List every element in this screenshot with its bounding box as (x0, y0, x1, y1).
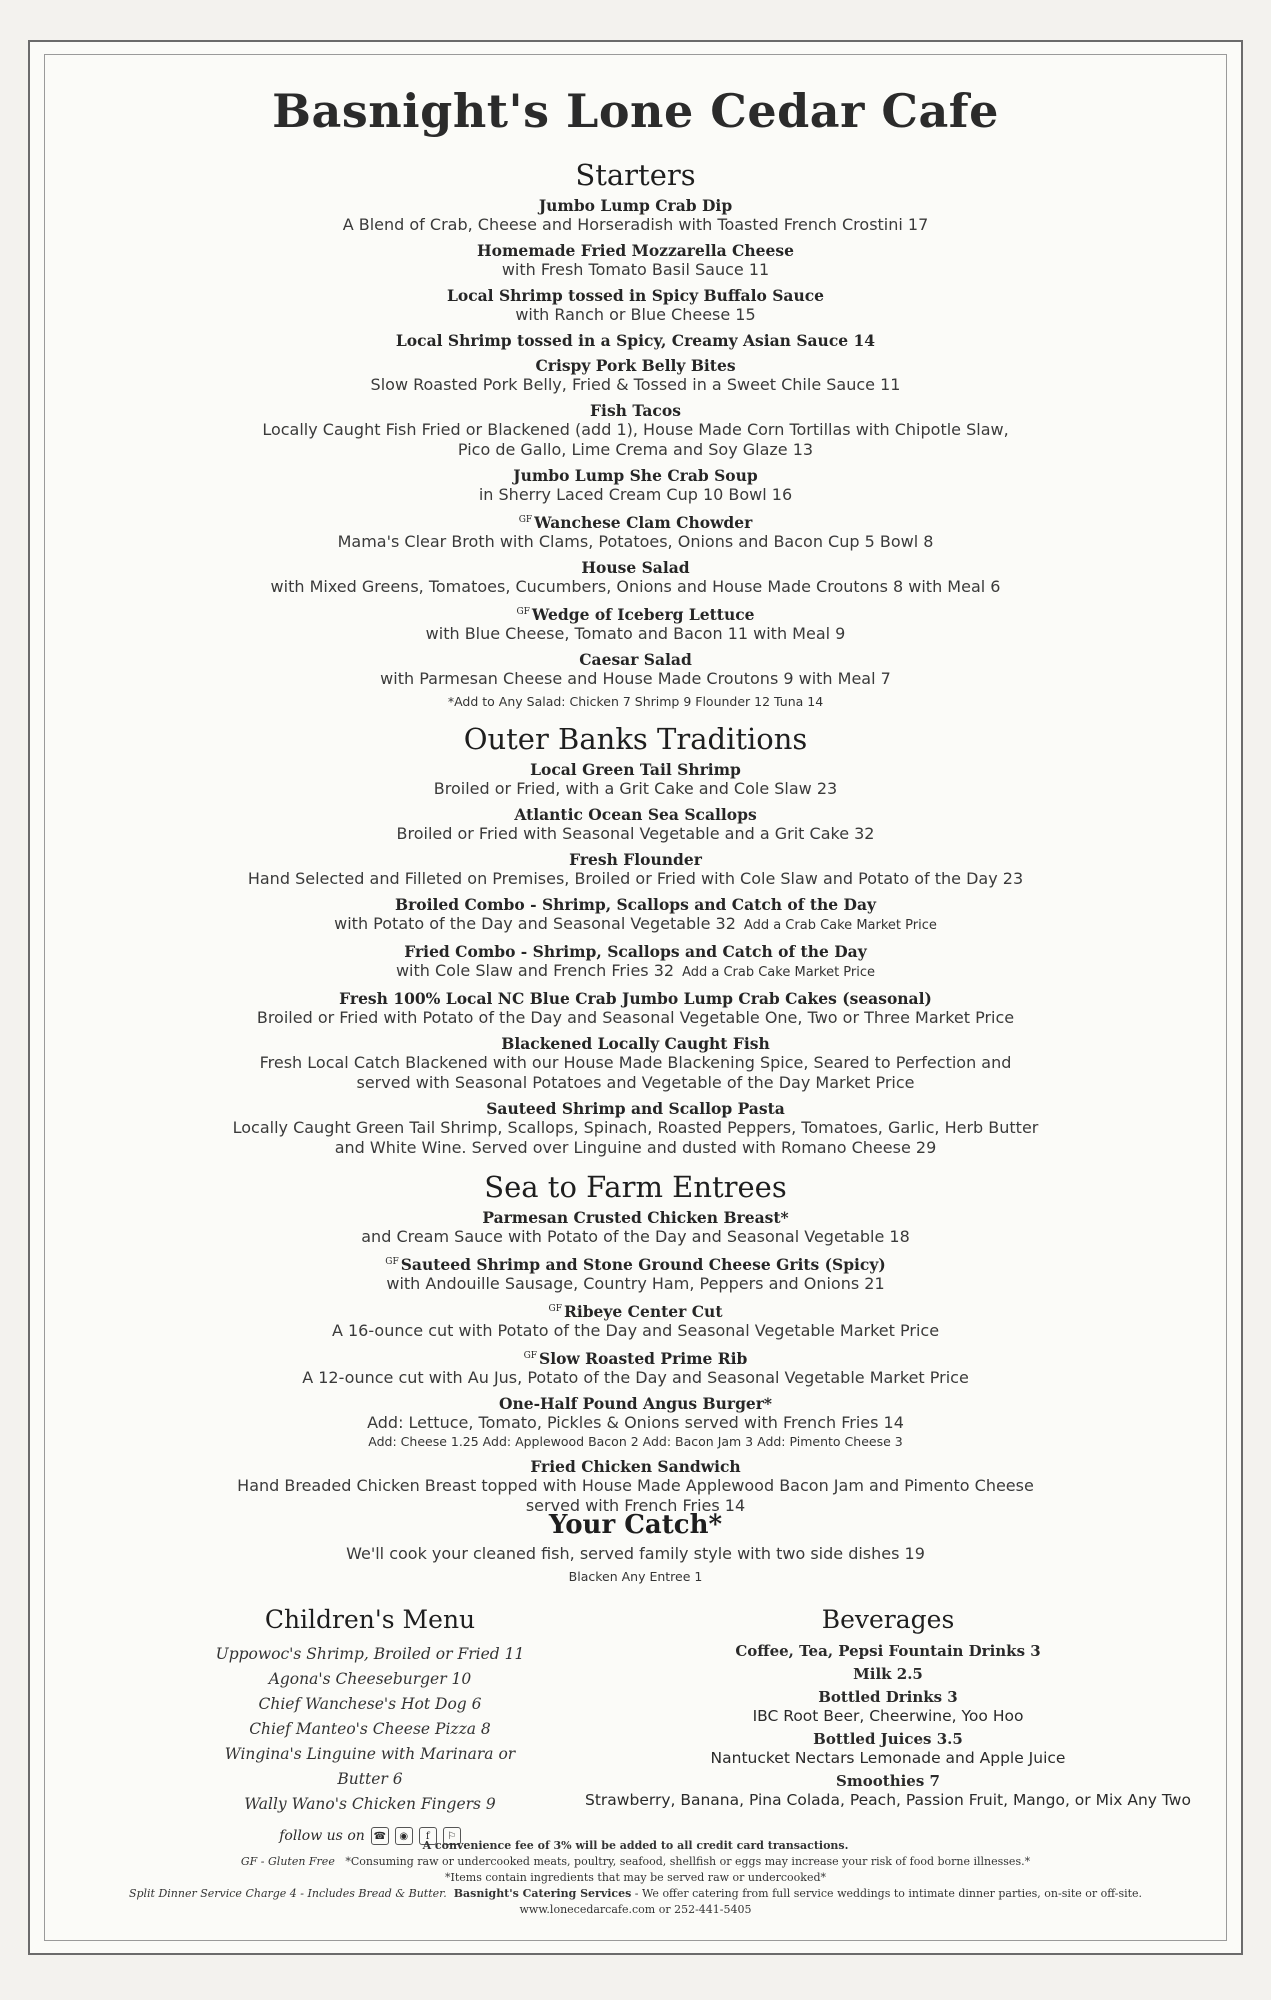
menu-item (0, 850, 1271, 889)
traditions-section (0, 722, 1271, 1158)
menu-item (0, 1253, 1271, 1294)
kids-menu-item: Wingina's Linguine with Marinara or Butter 6 (224, 1745, 516, 1788)
kids-menu-item: Wally Wano's Chicken Fingers 9 (244, 1795, 496, 1813)
menu-item-name: Local Shrimp tossed in Spicy Buffalo Sauce (446, 286, 825, 305)
entrees-section (0, 1170, 1271, 1516)
menu-item (0, 1457, 1271, 1516)
menu-item-name: One-Half Pound Angus Burger* (498, 1394, 773, 1414)
kids-menu-item: Chief Manteo's Cheese Pizza 8 (249, 1720, 491, 1738)
menu-item-description: A 16-ounce cut with Potato of the Day and Seasonal Vegetable Market Price (331, 1321, 940, 1341)
phone-icon[interactable]: ☎ (371, 1827, 389, 1845)
menu-item-description: and Cream Sauce with Potato of the Day and Seasonal Vegetable 18 (361, 1227, 910, 1246)
menu-item (0, 1099, 1271, 1158)
menu-item-description: and White Wine. Served over Linguine and dusted with Romano Cheese 29 (334, 1138, 937, 1157)
menu-item-description: Add: Lettuce, Tomato, Pickles & Onions served with French Fries 14 (367, 1413, 904, 1433)
menu-item (0, 331, 1271, 350)
menu-item (0, 401, 1271, 460)
menu-item (0, 805, 1271, 844)
gluten-free-mark: GF (518, 515, 533, 525)
menu-item-name: Fried Combo - Shrimp, Scallops and Catch of the Day (404, 942, 867, 961)
split-charge-note: Split Dinner Service Charge 4 - Includes Bread & Butter. (128, 1887, 447, 1900)
children-menu-section (200, 1605, 540, 1845)
follow-label: follow us on (279, 1828, 365, 1844)
menu-item-description: Pico de Gallo, Lime Crema and Soy Glaze 13 (457, 440, 814, 459)
menu-item-description: served with Seasonal Potatoes and Vegetable of the Day Market Price (356, 1073, 915, 1092)
menu-item-description: Hand Breaded Chicken Breast topped with House Made Applewood Bacon Jam and Pimento Cheese (237, 1476, 1034, 1496)
menu-item-addon: Add a Crab Cake Market Price (682, 965, 876, 980)
website-contact[interactable]: www.lonecedarcafe.com or 252-441-5405 (519, 1903, 752, 1916)
beverage-description: IBC Root Beer, Cheerwine, Yoo Hoo (752, 1707, 1024, 1725)
menu-item-description: Mama's Clear Broth with Clams, Potatoes, Onions and Bacon Cup 5 Bowl 8 (337, 532, 934, 552)
menu-item-description: with Parmesan Cheese and House Made Croutons 9 with Meal 7 (380, 669, 891, 689)
menu-item-description: Locally Caught Fish Fried or Blackened (add 1), House Made Corn Tortillas with Chipotle Slaw, (262, 420, 1009, 439)
menu-item-description (0, 961, 1271, 983)
children-heading: Children's Menu (264, 1605, 476, 1634)
starters-heading: Starters (575, 158, 696, 192)
catch-description: We'll cook your cleaned fish, served family style with two side dishes 19 (346, 1544, 925, 1563)
starters-section (0, 158, 1271, 711)
beverages-heading: Beverages (821, 1605, 955, 1634)
menu-item-addons: Add: Cheese 1.25 Add: Applewood Bacon 2 Add: Bacon Jam 3 Add: Pimento Cheese 3 (368, 1434, 903, 1450)
gluten-free-mark: GF (516, 607, 530, 618)
menu-footer (0, 1838, 1271, 1918)
raw-warning: *Items contain ingredients that may be served raw or undercooked* (444, 1871, 827, 1884)
menu-item-description: Broiled or Fried with Potato of the Day and Seasonal Vegetable One, Two or Three Market Price (256, 1008, 1015, 1027)
menu-item-description: Slow Roasted Pork Belly, Fried & Tossed in a Sweet Chile Sauce 11 (370, 375, 901, 394)
menu-item-description: Broiled or Fried, with a Grit Cake and Cole Slaw 23 (433, 779, 838, 798)
menu-item-name: Parmesan Crusted Chicken Breast* (482, 1208, 789, 1227)
menu-item (0, 760, 1271, 799)
menu-item-description: served with French Fries 14 (525, 1496, 746, 1516)
menu-item (0, 356, 1271, 395)
menu-item (0, 558, 1271, 597)
gluten-free-mark: GF (548, 1304, 562, 1315)
menu-item-name: Jumbo Lump She Crab Soup (513, 466, 758, 485)
menu-item-name: Fish Tacos (590, 401, 681, 420)
menu-item-name: Broiled Combo - Shrimp, Scallops and Catch of the Day (394, 895, 877, 914)
menu-item-name: Crispy Pork Belly Bites (535, 356, 736, 375)
consume-warning: *Consuming raw or undercooked meats, poultry, seafood, shellfish or eggs may increase your risk of food borne illnesses.* (345, 1855, 1031, 1868)
menu-item-description: in Sherry Laced Cream Cup 10 Bowl 16 (478, 485, 793, 504)
kids-menu-item: Chief Wanchese's Hot Dog 6 (258, 1695, 482, 1713)
menu-item-name: Wanchese Clam Chowder (534, 513, 753, 533)
menu-item (0, 895, 1271, 936)
kids-menu-item: Agona's Cheeseburger 10 (268, 1670, 472, 1688)
menu-item (0, 1300, 1271, 1341)
catch-heading: Your Catch* (548, 1510, 723, 1540)
menu-item-description: Fresh Local Catch Blackened with our House Made Blackening Spice, Seared to Perfection and (259, 1053, 1012, 1072)
catch-section (0, 1510, 1271, 1586)
beverages-section (568, 1605, 1208, 1810)
catering-note: - We offer catering from full service weddings to intimate dinner parties, on-site or off-site. (631, 1887, 1143, 1900)
menu-item-name: Homemade Fried Mozzarella Cheese (477, 241, 794, 260)
menu-item-name: Sauteed Shrimp and Scallop Pasta (486, 1099, 785, 1118)
traditions-heading: Outer Banks Traditions (463, 722, 808, 756)
menu-item-description: Broiled or Fried with Seasonal Vegetable and a Grit Cake 32 (396, 824, 875, 843)
menu-item-addon: Add a Crab Cake Market Price (743, 918, 937, 933)
menu-item-name: Jumbo Lump Crab Dip (538, 196, 733, 215)
beverage-name: Smoothies 7 (836, 1772, 940, 1790)
menu-item (0, 989, 1271, 1028)
menu-item-name: Atlantic Ocean Sea Scallops (514, 805, 757, 824)
menu-item-name: Local Green Tail Shrimp (530, 760, 741, 779)
menu-item-name: House Salad (581, 558, 690, 578)
instagram-icon[interactable]: ◉ (395, 1827, 413, 1845)
menu-item-name: Fresh 100% Local NC Blue Crab Jumbo Lump Crab Cakes (seasonal) (339, 989, 932, 1008)
menu-item-name: Sauteed Shrimp and Stone Ground Cheese Grits (Spicy) (400, 1255, 886, 1275)
menu-item (0, 942, 1271, 983)
menu-item-description: A 12-ounce cut with Au Jus, Potato of the Day and Seasonal Vegetable Market Price (302, 1368, 969, 1388)
menu-item-description-text: with Cole Slaw and French Fries 32 (395, 961, 675, 980)
menu-item (0, 1034, 1271, 1093)
menu-item (0, 241, 1271, 280)
restaurant-title: Basnight's Lone Cedar Cafe (272, 84, 999, 138)
menu-item-name: Slow Roasted Prime Rib (539, 1349, 748, 1369)
beverage-description: Nantucket Nectars Lemonade and Apple Juice (710, 1749, 1066, 1767)
menu-item-description: with Mixed Greens, Tomatoes, Cucumbers, Onions and House Made Croutons 8 with Meal 6 (270, 577, 1001, 597)
beverage-description: Strawberry, Banana, Pina Colada, Peach, Passion Fruit, Mango, or Mix Any Two (585, 1791, 1191, 1809)
gluten-free-mark: GF (523, 1351, 538, 1362)
menu-item-name: Fried Chicken Sandwich (530, 1457, 741, 1477)
menu-item-description: with Andouille Sausage, Country Ham, Peppers and Onions 21 (386, 1274, 885, 1294)
menu-item-name: Caesar Salad (579, 650, 692, 670)
menu-item (0, 511, 1271, 552)
facebook-icon[interactable]: f (419, 1827, 437, 1845)
menu-item-name: Local Shrimp tossed in a Spicy, Creamy Asian Sauce 14 (395, 331, 876, 350)
menu-item-name: Ribeye Center Cut (563, 1302, 723, 1322)
foursquare-icon[interactable]: ⚐ (443, 1827, 461, 1845)
menu-item (0, 286, 1271, 325)
menu-item-description: Locally Caught Green Tail Shrimp, Scallops, Spinach, Roasted Peppers, Tomatoes, Garlic, Herb Butter (232, 1118, 1039, 1137)
menu-item (0, 1394, 1271, 1451)
catering-label: Basnight's Catering Services (453, 1887, 632, 1900)
gluten-free-mark: GF (385, 1257, 399, 1267)
fee-note: A convenience fee of 3% will be added to all credit card transactions. (422, 1839, 849, 1852)
menu-item (0, 650, 1271, 689)
menu-item-name: Fresh Flounder (569, 850, 702, 869)
menu-item (0, 196, 1271, 235)
kids-menu-item: Uppowoc's Shrimp, Broiled or Fried 11 (215, 1645, 525, 1663)
menu-item (0, 1347, 1271, 1388)
menu-item-description-text: with Potato of the Day and Seasonal Vegetable 32 (334, 914, 736, 933)
menu-item (0, 1208, 1271, 1247)
menu-item-description: Hand Selected and Filleted on Premises, Broiled or Fried with Cole Slaw and Potato of the Day 23 (247, 869, 1024, 888)
menu-item-name: Wedge of Iceberg Lettuce (531, 605, 755, 625)
catch-blacken-note: Blacken Any Entree 1 (568, 1569, 703, 1584)
salad-addon-note: *Add to Any Salad: Chicken 7 Shrimp 9 Flounder 12 Tuna 14 (447, 694, 824, 710)
menu-item-description: with Fresh Tomato Basil Sauce 11 (501, 260, 770, 279)
beverage-name: Coffee, Tea, Pepsi Fountain Drinks 3 (735, 1642, 1041, 1660)
menu-item-description: with Ranch or Blue Cheese 15 (515, 305, 756, 324)
menu-item-description (0, 914, 1271, 936)
menu-item-description: with Blue Cheese, Tomato and Bacon 11 with Meal 9 (425, 624, 846, 644)
gf-note: GF - Gluten Free (240, 1855, 335, 1868)
beverage-name: Milk 2.5 (853, 1665, 923, 1683)
entrees-heading: Sea to Farm Entrees (484, 1170, 787, 1204)
beverage-name: Bottled Juices 3.5 (813, 1730, 963, 1748)
menu-item (0, 466, 1271, 505)
menu-item-description: A Blend of Crab, Cheese and Horseradish with Toasted French Crostini 17 (342, 215, 929, 234)
menu-item (0, 603, 1271, 644)
beverage-name: Bottled Drinks 3 (818, 1688, 958, 1706)
menu-item-name: Blackened Locally Caught Fish (501, 1034, 770, 1053)
